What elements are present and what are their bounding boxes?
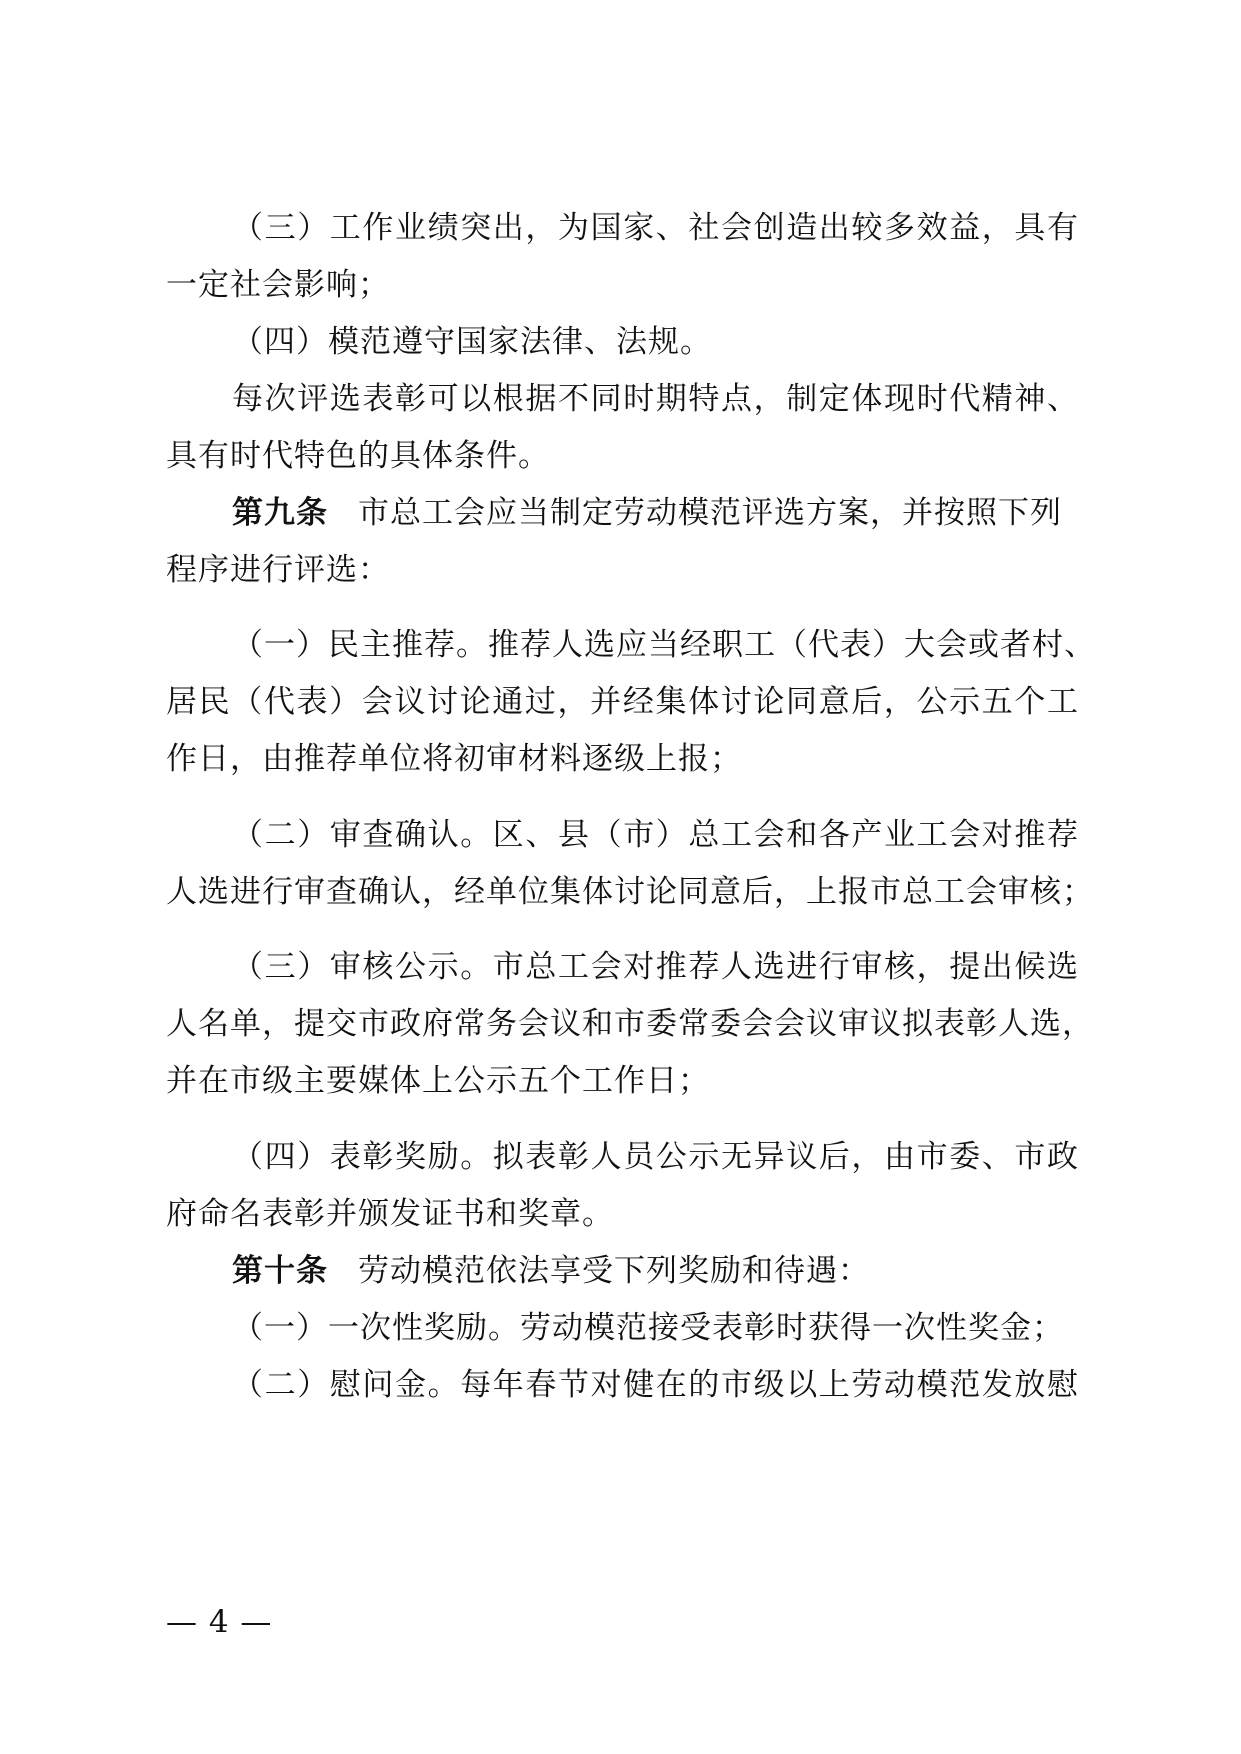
clause9-item3-line3: 并在市级主要媒体上公示五个工作日； [166, 1063, 710, 1099]
clause9-heading: 第九条 [232, 495, 328, 531]
clause8-item3-line1: （三）工作业绩突出，为国家、社会创造出较多效益，具有 [232, 210, 1079, 246]
clause9-item4-line1: （四）表彰奖励。拟表彰人员公示无异议后，由市委、市政 [232, 1139, 1079, 1175]
clause9-item1-line2: 居民（代表）会议讨论通过，并经集体讨论同意后，公示五个工 [166, 684, 1079, 720]
clause10-line1: 劳动模范依法享受下列奖励和待遇： [358, 1253, 870, 1289]
clause10-item2-line1: （二）慰问金。每年春节对健在的市级以上劳动模范发放慰 [232, 1367, 1079, 1403]
clause8-note-line2: 具有时代特色的具体条件。 [166, 438, 550, 474]
clause9-item2-line2: 人选进行审查确认，经单位集体讨论同意后，上报市总工会审核； [166, 874, 1094, 910]
clause8-note-line1: 每次评选表彰可以根据不同时期特点，制定体现时代精神、 [232, 381, 1079, 417]
clause8-item3-line2: 一定社会影响； [166, 267, 390, 303]
clause9-item3-line1: （三）审核公示。市总工会对推荐人选进行审核，提出候选 [232, 949, 1079, 985]
clause9-item1-line1: （一）民主推荐。推荐人选应当经职工（代表）大会或者村、 [232, 627, 1096, 663]
clause10-heading: 第十条 [232, 1253, 328, 1289]
clause9-line2: 程序进行评选： [166, 552, 390, 588]
clause9-item1-line3: 作日，由推荐单位将初审材料逐级上报； [166, 741, 742, 777]
clause10-item1: （一）一次性奖励。劳动模范接受表彰时获得一次性奖金； [232, 1310, 1064, 1346]
clause9-item3-line2: 人名单，提交市政府常务会议和市委常委会会议审议拟表彰人选， [166, 1006, 1094, 1042]
clause8-item4: （四）模范遵守国家法律、法规。 [232, 324, 712, 360]
clause9-item2-line1: （二）审查确认。区、县（市）总工会和各产业工会对推荐 [232, 817, 1079, 853]
clause9-line1: 市总工会应当制定劳动模范评选方案，并按照下列 [358, 495, 1062, 531]
clause9-paragraph [232, 493, 1062, 533]
clause10-paragraph [232, 1251, 870, 1291]
page-number: — 4 — [166, 1604, 273, 1640]
clause9-item4-line2: 府命名表彰并颁发证书和奖章。 [166, 1196, 614, 1232]
